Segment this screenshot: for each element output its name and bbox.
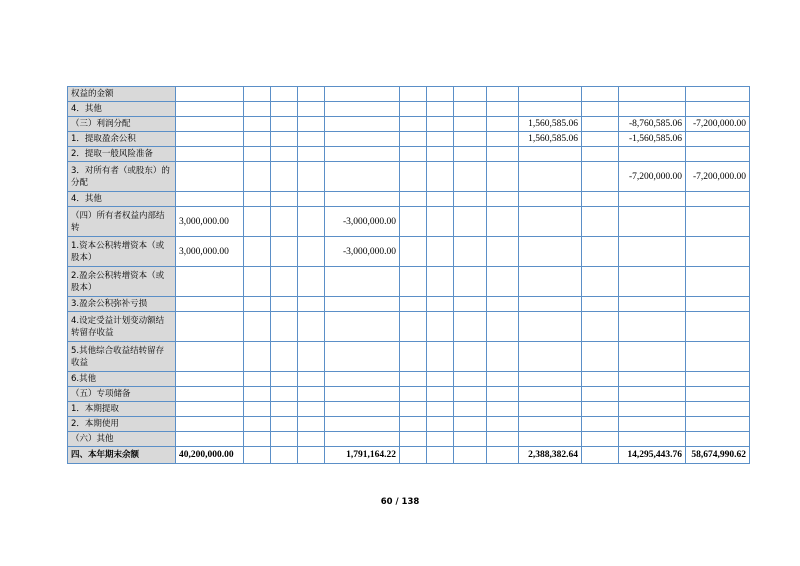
value-cell <box>454 312 487 342</box>
row-label: 4.设定受益计划变动额结转留存收益 <box>68 312 176 342</box>
value-cell <box>582 297 619 312</box>
value-cell <box>298 147 325 162</box>
value-cell <box>176 417 244 432</box>
value-cell <box>325 417 400 432</box>
value-cell <box>244 207 271 237</box>
value-cell <box>176 372 244 387</box>
value-cell: 2,388,382.64 <box>519 447 582 464</box>
value-cell <box>271 447 298 464</box>
value-cell <box>400 132 427 147</box>
value-cell <box>686 147 750 162</box>
table-row <box>68 402 750 417</box>
value-cell <box>298 432 325 447</box>
value-cell <box>454 297 487 312</box>
value-cell <box>244 87 271 102</box>
value-cell <box>454 342 487 372</box>
value-cell <box>454 372 487 387</box>
value-cell <box>400 447 427 464</box>
value-cell <box>619 147 686 162</box>
value-cell <box>298 237 325 267</box>
table-body <box>68 87 750 464</box>
value-cell <box>619 312 686 342</box>
value-cell <box>271 297 298 312</box>
value-cell <box>582 432 619 447</box>
value-cell <box>582 237 619 267</box>
value-cell <box>325 102 400 117</box>
value-cell <box>298 297 325 312</box>
row-label: （五）专项储备 <box>68 387 176 402</box>
value-cell: 14,295,443.76 <box>619 447 686 464</box>
table-row <box>68 207 750 237</box>
value-cell <box>487 87 519 102</box>
value-cell <box>176 162 244 192</box>
value-cell <box>244 387 271 402</box>
value-cell <box>244 192 271 207</box>
value-cell <box>244 402 271 417</box>
row-label: 权益的金额 <box>68 87 176 102</box>
value-cell <box>427 342 454 372</box>
value-cell <box>271 417 298 432</box>
row-label: 6.其他 <box>68 372 176 387</box>
row-label: 2．提取一般风险准备 <box>68 147 176 162</box>
value-cell <box>400 102 427 117</box>
value-cell <box>582 162 619 192</box>
value-cell <box>325 132 400 147</box>
value-cell: -7,200,000.00 <box>619 162 686 192</box>
value-cell <box>271 237 298 267</box>
value-cell <box>427 387 454 402</box>
table-row <box>68 162 750 192</box>
value-cell <box>400 207 427 237</box>
value-cell <box>427 432 454 447</box>
table-row <box>68 87 750 102</box>
value-cell <box>487 402 519 417</box>
value-cell <box>454 237 487 267</box>
value-cell <box>176 402 244 417</box>
value-cell <box>454 447 487 464</box>
value-cell <box>400 147 427 162</box>
value-cell <box>427 207 454 237</box>
value-cell <box>244 117 271 132</box>
value-cell <box>582 192 619 207</box>
value-cell <box>325 342 400 372</box>
value-cell <box>244 447 271 464</box>
value-cell <box>427 417 454 432</box>
value-cell <box>427 162 454 192</box>
value-cell <box>619 297 686 312</box>
value-cell <box>686 402 750 417</box>
row-label: 4．其他 <box>68 102 176 117</box>
value-cell <box>427 312 454 342</box>
value-cell <box>176 387 244 402</box>
value-cell <box>686 132 750 147</box>
value-cell <box>176 312 244 342</box>
value-cell <box>519 417 582 432</box>
value-cell <box>325 297 400 312</box>
value-cell <box>298 132 325 147</box>
value-cell <box>271 162 298 192</box>
value-cell <box>619 207 686 237</box>
value-cell <box>271 102 298 117</box>
value-cell <box>325 387 400 402</box>
value-cell <box>686 207 750 237</box>
value-cell <box>619 417 686 432</box>
value-cell <box>582 387 619 402</box>
value-cell <box>427 132 454 147</box>
value-cell <box>519 162 582 192</box>
value-cell <box>454 117 487 132</box>
row-label: 1．本期提取 <box>68 402 176 417</box>
value-cell <box>454 402 487 417</box>
value-cell <box>454 192 487 207</box>
value-cell <box>686 432 750 447</box>
value-cell <box>487 147 519 162</box>
value-cell <box>487 417 519 432</box>
value-cell: -3,000,000.00 <box>325 237 400 267</box>
value-cell <box>487 387 519 402</box>
table-row <box>68 417 750 432</box>
value-cell <box>619 192 686 207</box>
value-cell <box>325 162 400 192</box>
value-cell <box>271 192 298 207</box>
value-cell <box>519 192 582 207</box>
value-cell <box>298 102 325 117</box>
value-cell <box>298 87 325 102</box>
value-cell <box>271 312 298 342</box>
value-cell <box>582 402 619 417</box>
row-label: 1．提取盈余公积 <box>68 132 176 147</box>
value-cell <box>244 132 271 147</box>
value-cell <box>298 117 325 132</box>
value-cell <box>454 132 487 147</box>
value-cell <box>400 402 427 417</box>
value-cell <box>519 432 582 447</box>
value-cell <box>400 342 427 372</box>
value-cell <box>619 87 686 102</box>
value-cell <box>619 432 686 447</box>
value-cell <box>454 147 487 162</box>
table-row <box>68 297 750 312</box>
value-cell <box>400 387 427 402</box>
value-cell <box>519 387 582 402</box>
value-cell <box>427 117 454 132</box>
value-cell <box>298 207 325 237</box>
value-cell <box>686 387 750 402</box>
value-cell <box>244 237 271 267</box>
value-cell <box>454 387 487 402</box>
value-cell <box>519 207 582 237</box>
value-cell <box>582 447 619 464</box>
value-cell <box>686 237 750 267</box>
value-cell <box>686 372 750 387</box>
value-cell <box>400 267 427 297</box>
row-label: 3.盈余公积弥补亏损 <box>68 297 176 312</box>
value-cell <box>487 297 519 312</box>
value-cell <box>582 147 619 162</box>
value-cell <box>519 267 582 297</box>
value-cell <box>519 402 582 417</box>
value-cell <box>686 342 750 372</box>
value-cell <box>427 237 454 267</box>
value-cell <box>619 342 686 372</box>
value-cell <box>487 117 519 132</box>
value-cell <box>298 267 325 297</box>
value-cell <box>271 117 298 132</box>
value-cell <box>582 372 619 387</box>
value-cell <box>298 312 325 342</box>
value-cell <box>519 147 582 162</box>
value-cell <box>298 417 325 432</box>
value-cell: -3,000,000.00 <box>325 207 400 237</box>
value-cell <box>519 297 582 312</box>
value-cell <box>686 102 750 117</box>
value-cell <box>244 372 271 387</box>
value-cell <box>176 297 244 312</box>
value-cell <box>176 102 244 117</box>
value-cell <box>271 87 298 102</box>
value-cell: 1,560,585.06 <box>519 117 582 132</box>
value-cell <box>582 417 619 432</box>
value-cell: 3,000,000.00 <box>176 207 244 237</box>
value-cell <box>298 387 325 402</box>
value-cell <box>582 102 619 117</box>
value-cell <box>400 432 427 447</box>
value-cell <box>176 342 244 372</box>
row-label: 四、本年期末余额 <box>68 447 176 464</box>
row-label: 5.其他综合收益结转留存收益 <box>68 342 176 372</box>
value-cell <box>582 87 619 102</box>
value-cell <box>487 447 519 464</box>
value-cell <box>519 312 582 342</box>
value-cell <box>271 432 298 447</box>
value-cell <box>244 312 271 342</box>
value-cell <box>519 87 582 102</box>
value-cell <box>400 297 427 312</box>
row-label: 1.资本公积转增资本（或股本） <box>68 237 176 267</box>
table-row <box>68 432 750 447</box>
value-cell <box>487 372 519 387</box>
table-row <box>68 117 750 132</box>
equity-change-table <box>67 86 750 464</box>
value-cell: -7,200,000.00 <box>686 117 750 132</box>
page-number: 60 / 138 <box>380 497 420 507</box>
value-cell <box>619 372 686 387</box>
value-cell <box>271 402 298 417</box>
value-cell <box>454 162 487 192</box>
value-cell <box>244 147 271 162</box>
value-cell <box>582 342 619 372</box>
value-cell <box>427 402 454 417</box>
value-cell <box>686 417 750 432</box>
value-cell <box>427 147 454 162</box>
value-cell <box>271 342 298 372</box>
value-cell <box>176 432 244 447</box>
value-cell <box>400 312 427 342</box>
row-label: （四）所有者权益内部结转 <box>68 207 176 237</box>
value-cell <box>582 132 619 147</box>
value-cell <box>244 432 271 447</box>
value-cell <box>400 417 427 432</box>
value-cell: -7,200,000.00 <box>686 162 750 192</box>
value-cell <box>325 87 400 102</box>
value-cell <box>176 117 244 132</box>
value-cell <box>686 267 750 297</box>
value-cell: 58,674,990.62 <box>686 447 750 464</box>
value-cell <box>487 192 519 207</box>
value-cell <box>325 192 400 207</box>
value-cell <box>298 342 325 372</box>
value-cell: 3,000,000.00 <box>176 237 244 267</box>
value-cell <box>582 267 619 297</box>
value-cell <box>176 87 244 102</box>
value-cell <box>582 207 619 237</box>
value-cell <box>298 402 325 417</box>
value-cell <box>325 147 400 162</box>
value-cell <box>454 267 487 297</box>
value-cell <box>619 102 686 117</box>
value-cell <box>519 237 582 267</box>
value-cell: -1,560,585.06 <box>619 132 686 147</box>
value-cell <box>487 312 519 342</box>
value-cell <box>176 192 244 207</box>
value-cell <box>400 117 427 132</box>
value-cell <box>298 447 325 464</box>
value-cell <box>244 102 271 117</box>
value-cell <box>427 267 454 297</box>
value-cell <box>686 312 750 342</box>
value-cell: 40,200,000.00 <box>176 447 244 464</box>
table-row <box>68 237 750 267</box>
value-cell <box>400 87 427 102</box>
value-cell <box>244 267 271 297</box>
row-label: （三）利润分配 <box>68 117 176 132</box>
value-cell <box>487 132 519 147</box>
value-cell <box>244 297 271 312</box>
value-cell <box>271 207 298 237</box>
value-cell <box>271 267 298 297</box>
value-cell <box>400 162 427 192</box>
value-cell <box>298 372 325 387</box>
table-row <box>68 372 750 387</box>
value-cell <box>244 342 271 372</box>
value-cell <box>487 267 519 297</box>
value-cell <box>686 297 750 312</box>
table-row <box>68 342 750 372</box>
value-cell <box>427 102 454 117</box>
value-cell <box>487 162 519 192</box>
value-cell <box>519 372 582 387</box>
value-cell: -8,760,585.06 <box>619 117 686 132</box>
row-label: 4．其他 <box>68 192 176 207</box>
value-cell <box>487 102 519 117</box>
value-cell <box>176 132 244 147</box>
table-row <box>68 387 750 402</box>
value-cell <box>454 87 487 102</box>
value-cell <box>271 132 298 147</box>
value-cell <box>325 312 400 342</box>
value-cell <box>487 237 519 267</box>
row-label: 2.盈余公积转增资本（或股本） <box>68 267 176 297</box>
value-cell <box>427 447 454 464</box>
value-cell <box>427 192 454 207</box>
row-label: 3．对所有者（或股东）的分配 <box>68 162 176 192</box>
value-cell <box>400 192 427 207</box>
value-cell <box>686 192 750 207</box>
table-row <box>68 102 750 117</box>
value-cell <box>454 432 487 447</box>
value-cell <box>487 207 519 237</box>
value-cell <box>454 102 487 117</box>
value-cell <box>582 117 619 132</box>
value-cell <box>454 417 487 432</box>
value-cell <box>176 267 244 297</box>
row-label: 2．本期使用 <box>68 417 176 432</box>
value-cell <box>619 402 686 417</box>
value-cell <box>298 162 325 192</box>
table-row <box>68 147 750 162</box>
value-cell <box>487 342 519 372</box>
value-cell <box>487 432 519 447</box>
value-cell <box>244 417 271 432</box>
table-row <box>68 132 750 147</box>
value-cell <box>244 162 271 192</box>
value-cell <box>271 372 298 387</box>
value-cell: 1,791,164.22 <box>325 447 400 464</box>
table-row <box>68 312 750 342</box>
table-row <box>68 267 750 297</box>
table-row <box>68 447 750 464</box>
value-cell <box>271 387 298 402</box>
value-cell <box>427 372 454 387</box>
value-cell <box>619 387 686 402</box>
row-label: （六）其他 <box>68 432 176 447</box>
value-cell <box>400 372 427 387</box>
value-cell <box>325 432 400 447</box>
value-cell <box>400 237 427 267</box>
value-cell <box>271 147 298 162</box>
value-cell <box>519 102 582 117</box>
value-cell <box>619 267 686 297</box>
value-cell <box>325 117 400 132</box>
value-cell <box>427 297 454 312</box>
table-row <box>68 192 750 207</box>
value-cell <box>298 192 325 207</box>
value-cell <box>619 237 686 267</box>
value-cell <box>519 342 582 372</box>
value-cell <box>582 312 619 342</box>
value-cell <box>454 207 487 237</box>
value-cell <box>325 267 400 297</box>
value-cell <box>427 87 454 102</box>
value-cell <box>325 372 400 387</box>
value-cell <box>686 87 750 102</box>
value-cell: 1,560,585.06 <box>519 132 582 147</box>
value-cell <box>325 402 400 417</box>
value-cell <box>176 147 244 162</box>
